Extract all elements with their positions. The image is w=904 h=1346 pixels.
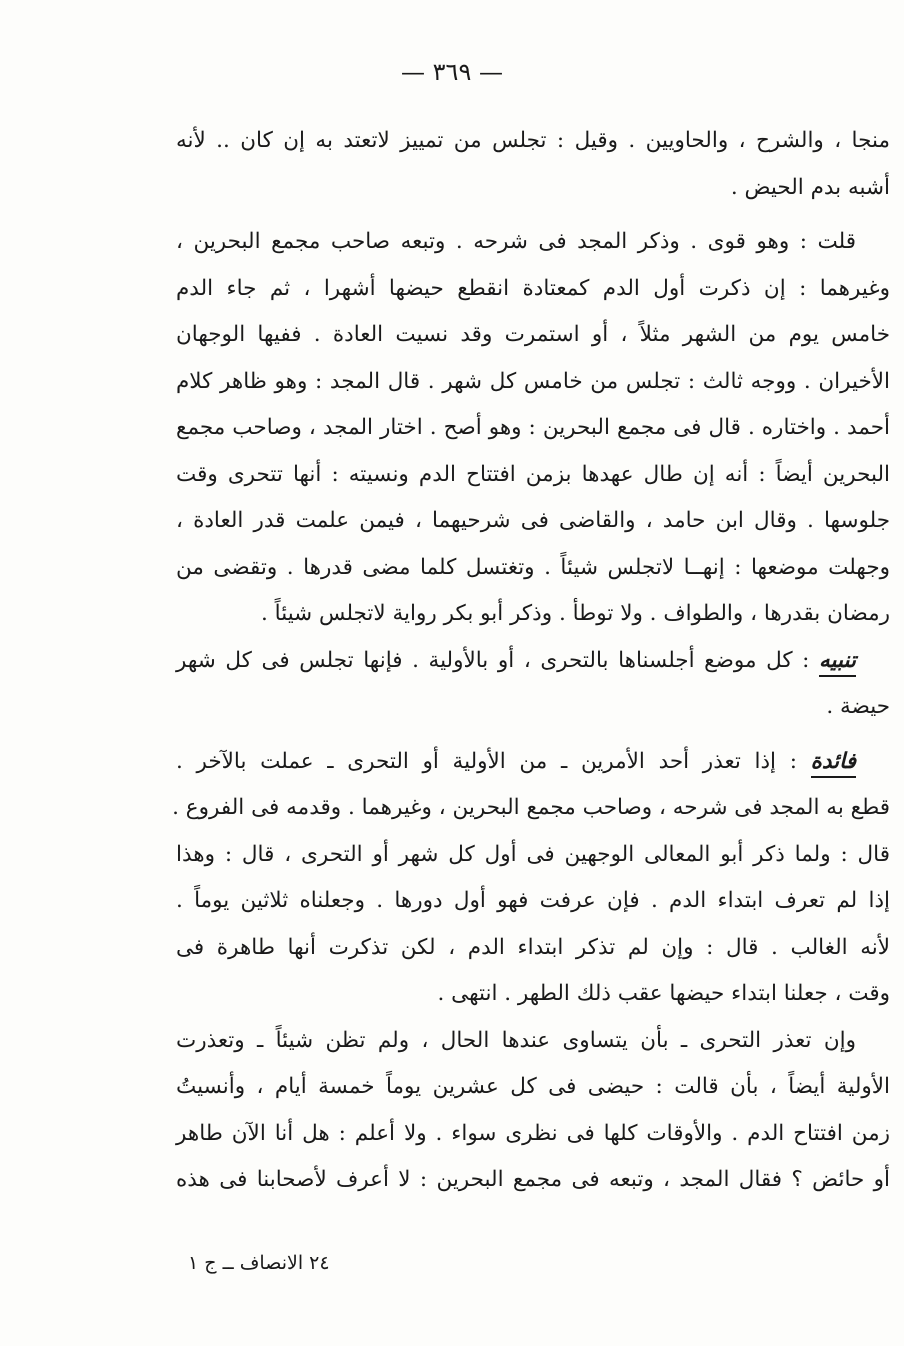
text-line-content: وغيرهما : إن ذكرت أول الدم كمعتادة انقطع حيضها أشهرا ، ثم جاء الدم [176, 275, 890, 301]
text-line [176, 266, 890, 313]
text-line [176, 312, 890, 359]
page-number: — ٣٦٩ — [401, 58, 503, 86]
section-keyword: تنبيه [819, 648, 856, 677]
text-line-content: الأولية أيضاً ، بأن قالت : حيضى فى كل عشرين يوماً خمسة أيام ، وأنسيتُ [176, 1074, 890, 1099]
text-line-content: لأنه الغالب . قال : وإن لم تذكر ابتداء الدم ، لكن تذكرت أنها طاهرة فى [176, 934, 890, 960]
text-line-content: : إذا تعذر أحد الأمرين ـ من الأولية أو التحرى ـ عملت بالآخر . [176, 748, 811, 774]
text-line [176, 1064, 890, 1111]
page-body-text [172, 118, 890, 1204]
text-line [176, 545, 890, 592]
text-line [176, 498, 890, 545]
text-line [176, 165, 890, 212]
text-line-content: وإن تعذر التحرى ـ بأن يتساوى عندها الحال ، ولم تظن شيئاً ـ وتعذرت [176, 1027, 856, 1053]
text-line [176, 684, 890, 731]
text-line [176, 832, 890, 879]
text-line [176, 739, 890, 786]
text-line-content: قلت : وهو قوى . وذكر المجد فى شرحه . وتبعه صاحب مجمع البحرين ، [176, 229, 856, 254]
text-line [176, 359, 890, 406]
text-line-content: زمن افتتاح الدم . والأوقات كلها فى نظرى سواء . ولا أعلم : هل أنا الآن طاهر [176, 1120, 890, 1146]
text-line-content: قال : ولما ذكر أبو المعالى الوجهين فى أول كل شهر أو التحرى ، قال : وهذا [176, 841, 890, 867]
text-line [172, 785, 890, 832]
text-line [176, 1111, 890, 1158]
text-line-content: أو حائض ؟ فقال المجد ، وتبعه فى مجمع البحرين : لا أعرف لأصحابنا فى هذه [176, 1167, 890, 1192]
text-line-content: جلوسها . وقال ابن حامد ، والقاضى فى شرحيهما ، فيمن علمت قدر العادة ، [176, 508, 890, 533]
text-line-content: خامس يوم من الشهر مثلاً ، أو استمرت وقد نسيت العادة . ففيها الوجهان [176, 322, 890, 347]
text-line-content: قطع به المجد فى شرحه ، وصاحب مجمع البحرين ، وغيرهما . وقدمه فى الفروع . [172, 795, 890, 820]
text-line-content: رمضان بقدرها ، والطواف . ولا توطأ . وذكر أبو بكر رواية لاتجلس شيئاً . [260, 601, 890, 626]
text-line [176, 118, 890, 165]
text-line-content: أشبه بدم الحيض . [730, 174, 890, 200]
text-line-content: أحمد . واختاره . قال فى مجمع البحرين : وهو أصح . اختار المجد ، وصاحب مجمع [176, 415, 890, 440]
page-footer-signature: ٢٤ الانصاف ــ ج ١ [188, 1252, 330, 1274]
text-line [176, 405, 890, 452]
text-line [176, 591, 890, 638]
text-line [176, 1157, 890, 1204]
text-line-content: وجهلت موضعها : إنهــا لاتجلس شيئاً . وتغتسل كلما مضى قدرها . وتقضى من [176, 554, 890, 580]
paragraph-gap [176, 731, 890, 739]
text-line-content: وقت ، جعلنا ابتداء حيضها عقب ذلك الطهر . انتهى . [437, 981, 890, 1006]
section-keyword: فائدة [811, 749, 856, 778]
text-line [176, 971, 890, 1018]
text-line [176, 219, 890, 266]
text-line-content: إذا لم تعرف ابتداء الدم . فإن عرفت فهو أول دورها . وجعلناه ثلاثين يوماً . [176, 888, 890, 913]
text-line-content: الأخيران . ووجه ثالث : تجلس من خامس كل شهر . قال المجد : وهو ظاهر كلام [176, 368, 890, 394]
text-line [176, 878, 890, 925]
text-line [176, 452, 890, 499]
text-line [176, 1018, 890, 1065]
text-line-content: : كل موضع أجلسناها بالتحرى ، أو بالأولية . فإنها تجلس فى كل شهر [176, 647, 820, 673]
paragraph-gap [176, 211, 890, 219]
text-line-content: البحرين أيضاً : أنه إن طال عهدها بزمن افتتاح الدم ونسيته : أنها تتحرى وقت [176, 461, 890, 487]
text-line [176, 925, 890, 972]
text-line [176, 638, 890, 685]
text-line-content: حيضة . [826, 694, 890, 719]
text-line-content: منجا ، والشرح ، والحاويين . وقيل : تجلس من تمييز لاتعتد به إن كان .. لأنه [176, 128, 890, 153]
